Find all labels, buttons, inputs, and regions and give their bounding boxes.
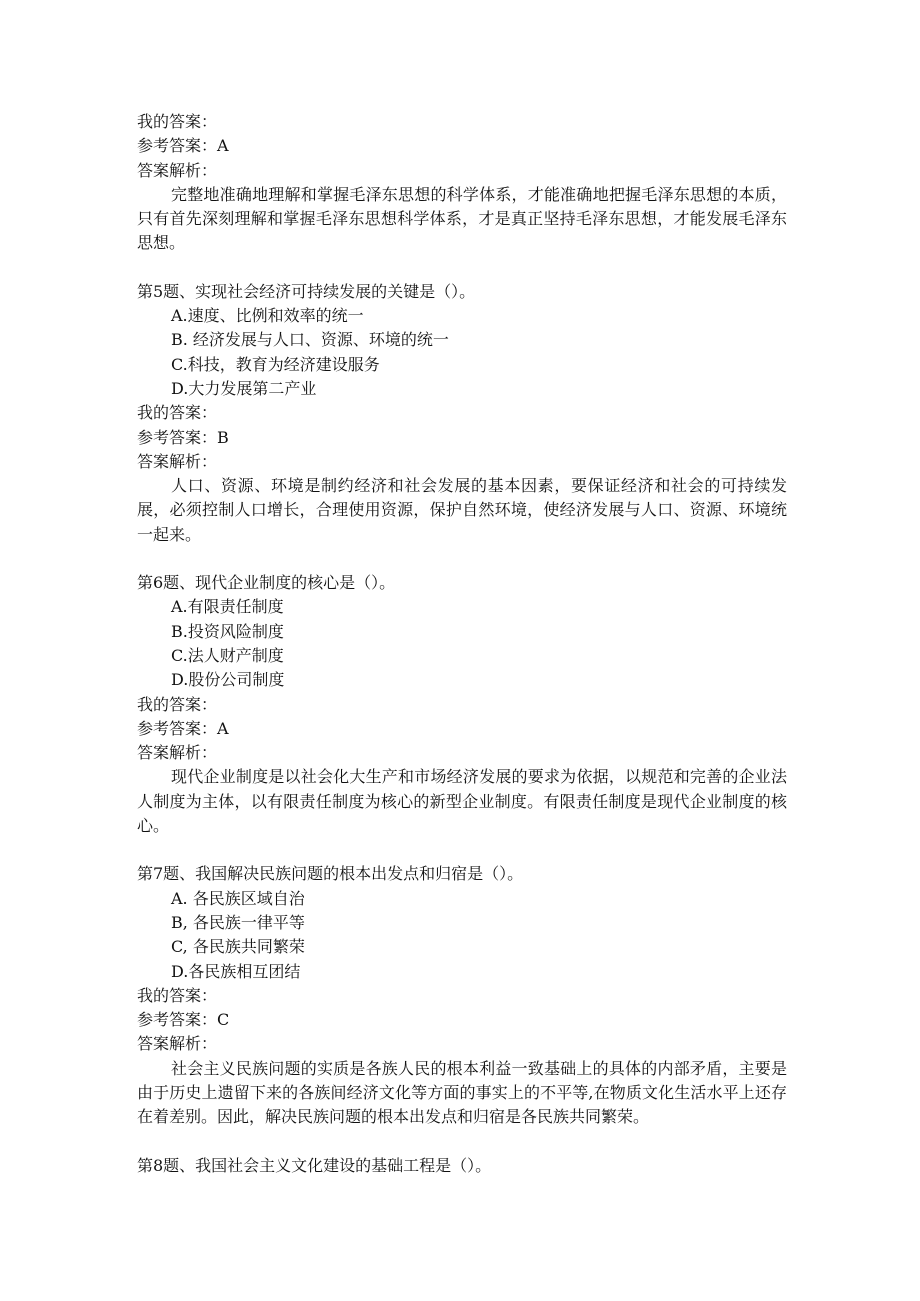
- analysis-label: 答案解析：: [137, 160, 218, 180]
- reference-answer: 参考答案：B: [137, 427, 229, 447]
- analysis-text: 社会主义民族问题的实质是各族人民的根本利益一致基础上的具体的内部矛盾，主要是由于历史上遗留下来的各族间经济文化等方面的事实上的不平等,在物质文化生活水平上还存在着差别。因此，解决民族问题的根本出发点和归宿是各民族共同繁荣。: [137, 1058, 787, 1127]
- option-d: D.各民族相互团结: [171, 961, 301, 981]
- option-a: A.速度、比例和效率的统一: [171, 306, 364, 326]
- my-answer: 我的答案：: [137, 985, 218, 1005]
- analysis-label: 答案解析：: [137, 1034, 218, 1054]
- analysis-text: 现代企业制度是以社会化大生产和市场经济发展的要求为依据，以规范和完善的企业法人制度为主体，以有限责任制度为核心的新型企业制度。有限责任制度是现代企业制度的核心。: [137, 767, 787, 836]
- option-c: C.法人财产制度: [171, 645, 284, 665]
- question-title: 第8题、我国社会主义文化建设的基础工程是（）。: [137, 1155, 492, 1175]
- question-title: 第6题、现代企业制度的核心是（）。: [137, 573, 396, 593]
- option-a: A.有限责任制度: [171, 597, 284, 617]
- option-b: B. 经济发展与人口、资源、环境的统一: [171, 330, 449, 350]
- option-c: C, 各民族共同繁荣: [171, 937, 305, 957]
- question-title: 第5题、实现社会经济可持续发展的关键是（）。: [137, 281, 476, 301]
- my-answer: 我的答案：: [137, 403, 218, 423]
- prev-question-tail: [137, 110, 787, 256]
- option-d: D.股份公司制度: [171, 670, 285, 690]
- question-title: 第7题、我国解决民族问题的根本出发点和归宿是（）。: [137, 864, 524, 884]
- question-6: [137, 571, 787, 838]
- analysis-label: 答案解析：: [137, 451, 218, 471]
- option-d: D.大力发展第二产业: [171, 378, 317, 398]
- reference-answer: 参考答案：C: [137, 1010, 230, 1030]
- option-a: A. 各民族区域自治: [171, 888, 305, 908]
- my-answer: 我的答案：: [137, 694, 218, 714]
- document-content: [137, 110, 787, 1178]
- option-c: C.科技，教育为经济建设服务: [171, 354, 380, 374]
- analysis-text: 完整地准确地理解和掌握毛泽东思想的科学体系，才能准确地把握毛泽东思想的本质，只有首先深刻理解和掌握毛泽东思想科学体系，才是真正坚持毛泽东思想，才能发展毛泽东思想。: [137, 184, 787, 253]
- reference-answer: 参考答案：A: [137, 136, 229, 156]
- question-5: [137, 280, 787, 547]
- reference-answer: 参考答案：A: [137, 718, 229, 738]
- option-b: B.投资风险制度: [171, 621, 284, 641]
- analysis-text: 人口、资源、环境是制约经济和社会发展的基本因素，要保证经济和社会的可持续发展，必须控制人口增长，合理使用资源，保护自然环境，使经济发展与人口、资源、环境统一起来。: [137, 476, 787, 544]
- question-8: [137, 1154, 787, 1178]
- my-answer: 我的答案：: [137, 112, 218, 131]
- question-7: [137, 862, 787, 1129]
- analysis-label: 答案解析：: [137, 743, 218, 763]
- option-b: B, 各民族一律平等: [171, 912, 305, 932]
